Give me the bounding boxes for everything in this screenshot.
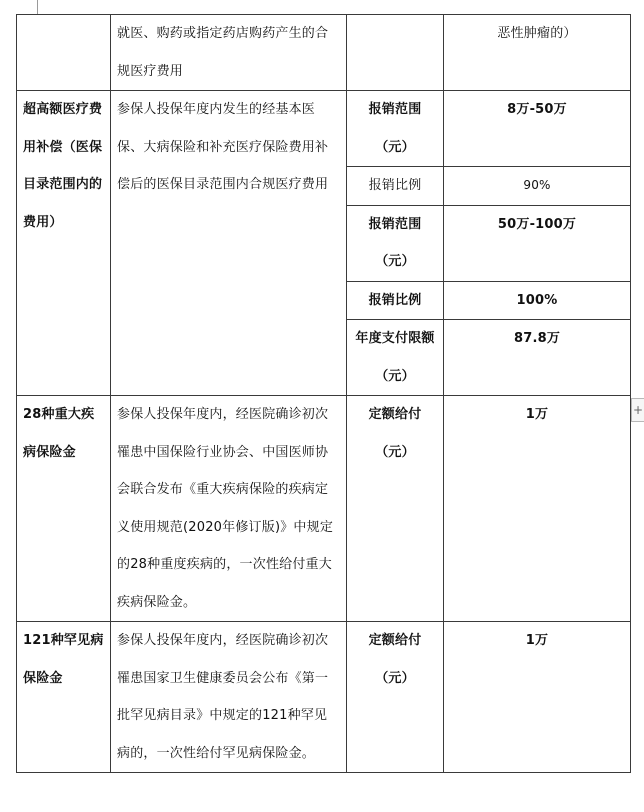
reimbursement-ratio-label: 报销比例 bbox=[347, 281, 444, 320]
fixed-payment-value: 1万 bbox=[444, 396, 631, 622]
table-row-super-high-medical bbox=[17, 91, 631, 167]
reimbursement-ratio-value: 90% bbox=[444, 167, 631, 206]
margin-marker bbox=[37, 0, 38, 14]
table-row-continued bbox=[17, 15, 631, 91]
reimbursement-range-label: 报销范围（元） bbox=[347, 91, 444, 167]
reimbursement-ratio-label: 报销比例 bbox=[347, 167, 444, 206]
benefit-label-cell bbox=[347, 15, 444, 91]
fixed-payment-label: 定额给付（元） bbox=[347, 396, 444, 622]
reimbursement-range-label: 报销范围（元） bbox=[347, 205, 444, 281]
benefit-description-cell: 参保人投保年度内，经医院确诊初次罹患国家卫生健康委员会公布《第一批罕见病目录》中规定的121种罕见病的，一次性给付罕见病保险金。 bbox=[111, 622, 347, 773]
insurance-benefit-table bbox=[16, 14, 631, 773]
row-insert-handle-icon[interactable]: + bbox=[631, 398, 644, 422]
fixed-payment-label: 定额给付（元） bbox=[347, 622, 444, 773]
annual-limit-value: 87.8万 bbox=[444, 320, 631, 396]
benefit-value-cell: 恶性肿瘤的） bbox=[444, 15, 631, 91]
reimbursement-range-value: 8万-50万 bbox=[444, 91, 631, 167]
benefit-description-cell: 就医、购药或指定药店购药产生的合规医疗费用 bbox=[111, 15, 347, 91]
benefit-description-cell: 参保人投保年度内发生的经基本医保、大病保险和补充医疗保险费用补偿后的医保目录范围内合规医疗费用 bbox=[111, 91, 347, 396]
benefit-description-cell: 参保人投保年度内，经医院确诊初次罹患中国保险行业协会、中国医师协会联合发布《重大疾病保险的疾病定义使用规范(2020年修订版)》中规定的28种重度疾病的，一次性给付重大疾病保险金。 bbox=[111, 396, 347, 622]
benefit-name-cell bbox=[17, 15, 111, 91]
fixed-payment-value: 1万 bbox=[444, 622, 631, 773]
benefit-name-cell: 28种重大疾病保险金 bbox=[17, 396, 111, 622]
annual-limit-label: 年度支付限额（元） bbox=[347, 320, 444, 396]
table-row-rare-disease bbox=[17, 622, 631, 773]
reimbursement-ratio-value: 100% bbox=[444, 281, 631, 320]
reimbursement-range-value: 50万-100万 bbox=[444, 205, 631, 281]
benefit-name-cell: 超高额医疗费用补偿（医保目录范围内的费用） bbox=[17, 91, 111, 396]
benefit-name-cell: 121种罕见病保险金 bbox=[17, 622, 111, 773]
table-row-critical-illness bbox=[17, 396, 631, 622]
